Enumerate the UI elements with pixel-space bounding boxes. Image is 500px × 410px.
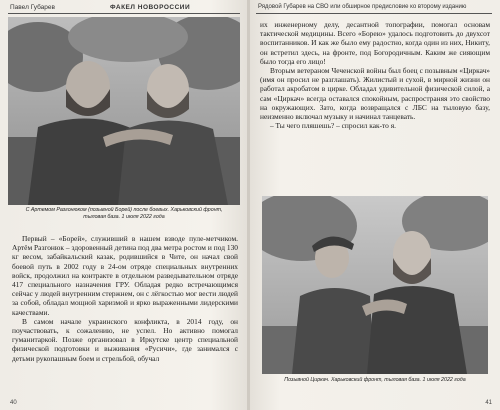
photo-soldier-tsirkach <box>262 196 488 374</box>
paragraph: их инженерному делу, десантной топографии, помогал основам тактической медицины. Всего «Борею» удалось подготовить до двухсот воспитанников. И как же было ему радостно, когда один из них, Никиту, он встретил здесь, на фронте, под Богородичным. Каким же сияющим было тогда его лицо! <box>260 20 490 66</box>
right-page-body <box>260 20 490 130</box>
running-head-title: ФАКЕЛ НОВОРОССИИ <box>110 4 191 11</box>
paragraph: Вторым ветераном Чеченской войны был боец с позывным «Циркач» (имя он просил не разглашать). Жилистый и сухой, в мирной жизни он работал акробатом в цирке. Обладал удивительной физической силой, а сам «Циркач» всегда оставался спокойным, распространяя это свойство на окружающих. Зато, когда возвращался с ЛБС на тыловую базу, неизменно включал музыку и начинал танцевать. <box>260 66 490 122</box>
photo-caption: Позывной Циркач. Харьковский фронт, тыловая база. 1 июля 2022 года <box>284 377 466 383</box>
paragraph: – Ты чего пляшешь? – спросил как-то я. <box>270 121 396 131</box>
paragraph: Первый – «Борей», служивший в нашем взводе пуле-метчиком. Артём Разгонюк – здоровенный детина под два метра ростом и под 130 кг весом, забайкальский казак, родившийся в Чите, он начал свой боевой путь в 2002 году в 24-ом отряде специальных внутренних войск, продолжил на контракте в отдельном разведывательном отряде 417 специального назначения ГРУ. Обладая редко встречающимся сейчас у людей внутренним стержнем, он с лёгкостью мог вести людей за собой, обладал мощной харизмой и ярко выраженными лидерскими качествами. <box>12 234 238 317</box>
page-number-right: 41 <box>485 400 492 406</box>
left-page <box>0 0 248 410</box>
photo-caption-line-2: тыловая база. 1 июля 2022 года <box>83 214 165 220</box>
photo-two-soldiers <box>8 17 240 205</box>
photo-caption-line-1: С Артемом Разгонюком (позывной Борей) после боевых. Харьковский фронт, <box>25 207 223 213</box>
running-head-rule <box>8 13 240 14</box>
running-head-author: Павел Губарев <box>10 4 55 11</box>
paragraph: В самом начале украинского конфликта, в 2014 году, он поучаствовать, к сожалению, не успел. Но активно помогал гуманитаркой. Позже организовал в Иркутске центр специальной физической подготовки и выживания «Русичи», где занимался с детьми рукопашным боем и стрельбой, обучал <box>12 316 238 363</box>
running-head-chapter: Рядовой Губарев на СВО или обширное предисловие ко второму изданию <box>258 4 467 10</box>
left-page-body <box>12 234 238 363</box>
right-page <box>250 0 500 410</box>
page-number-left: 40 <box>10 400 17 406</box>
running-head-rule <box>256 13 492 14</box>
